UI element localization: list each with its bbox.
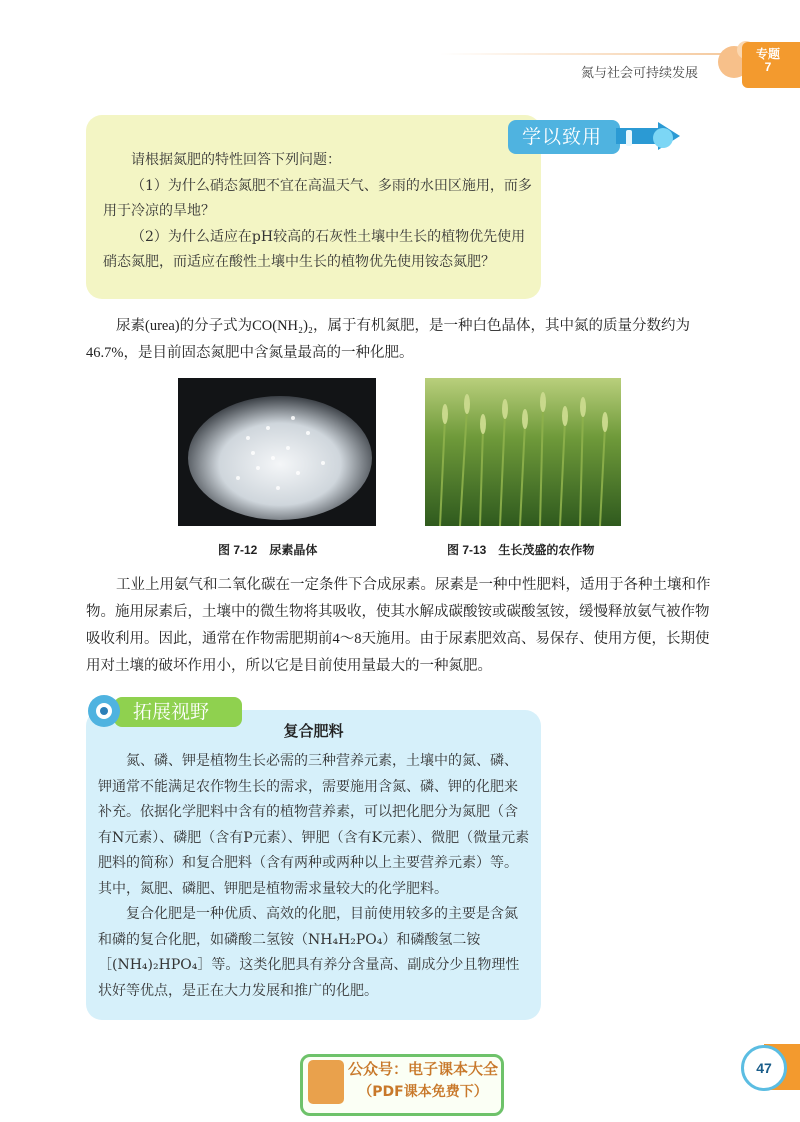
extension-body	[98, 749, 530, 1004]
practice-question-2: （2）为什么适应在pH较高的石灰性土壤中生长的植物优先使用硝态氮肥，而适应在酸性土壤中生长的植物优先使用铵态氮肥？	[103, 228, 526, 270]
practice-question-1: （1）为什么硝态氮肥不宜在高温天气、多雨的水田区施用，而多用于冷凉的旱地？	[103, 177, 532, 219]
topic-label	[748, 48, 788, 74]
paragraph-text: 尿素(urea)的分子式为CO(NH₂)₂，属于有机氮肥，是一种白色晶体，其中氮的质量分数约为46.7%，是目前固态氮肥中含氮量最高的一种化肥。	[86, 318, 690, 361]
caption-figure-7-13: 图 7-13 生长茂盛的农作物	[447, 543, 595, 557]
wheat-field-photo	[425, 378, 621, 526]
paragraph-urea-intro	[86, 313, 720, 367]
figure-wheat-field	[425, 378, 621, 526]
watermark-line-1: 公众号：电子课本大全	[348, 1060, 499, 1078]
watermark-line-2: （PDF课本免费下）	[358, 1084, 488, 1100]
book-icon	[308, 1060, 344, 1104]
topic-label-text: 专题	[755, 47, 780, 61]
practice-body	[103, 148, 535, 276]
paragraph-urea-synthesis	[86, 572, 720, 680]
practice-intro: 请根据氮肥的特性回答下列问题：	[131, 152, 341, 168]
section-title: 氮与社会可持续发展	[580, 65, 698, 80]
urea-crystals-photo	[178, 378, 376, 526]
extension-paragraph-2: 复合化肥是一种优质、高效的化肥，目前使用较多的主要是含氮和磷的复合化肥，如磷酸二氢铵（NH₄H₂PO₄）和磷酸氢二铵［(NH₄)₂HPO₄］等。这类化肥具有养分含量高、副成分少且物理性状好等优点，是正在大力发展和推广的化肥。	[98, 906, 520, 999]
extension-paragraph-1: 氮、磷、钾是植物生长必需的三种营养元素，土壤中的氮、磷、钾通常不能满足农作物生长的需求，需要施用含氮、磷、钾的化肥来补充。依据化学肥料中含有的植物营养素，可以把化肥分为氮肥（含有N元素）、磷肥（含有P元素）、钾肥（含有K元素）、微肥（微量元素肥料的简称）和复合肥料（含有两种或两种以上主要营养元素）等。其中，氮肥、磷肥、钾肥是植物需求量较大的化学肥料。	[98, 753, 530, 897]
paragraph-text: 工业上用氨气和二氧化碳在一定条件下合成尿素。尿素是一种中性肥料，适用于各种土壤和作物。施用尿素后，土壤中的微生物将其吸收，使其水解成碳酸铵或碳酸氢铵，缓慢释放氨气被作物吸收利用。因此，通常在作物需肥期前4～8天施用。由于尿素肥效高、易保存、使用方便，长期使用对土壤的破坏作用小，所以它是目前使用量最大的一种氮肥。	[86, 577, 711, 674]
figure-urea-crystals	[178, 378, 376, 526]
extension-badge-label: 拓展视野	[133, 701, 210, 723]
extension-title: 复合肥料	[283, 723, 344, 740]
page-number: 47	[741, 1045, 787, 1091]
practice-badge-label: 学以致用	[522, 126, 603, 148]
topic-number: 7	[764, 60, 772, 74]
header-rule	[440, 53, 740, 55]
caption-figure-7-12: 图 7-12 尿素晶体	[218, 543, 318, 557]
